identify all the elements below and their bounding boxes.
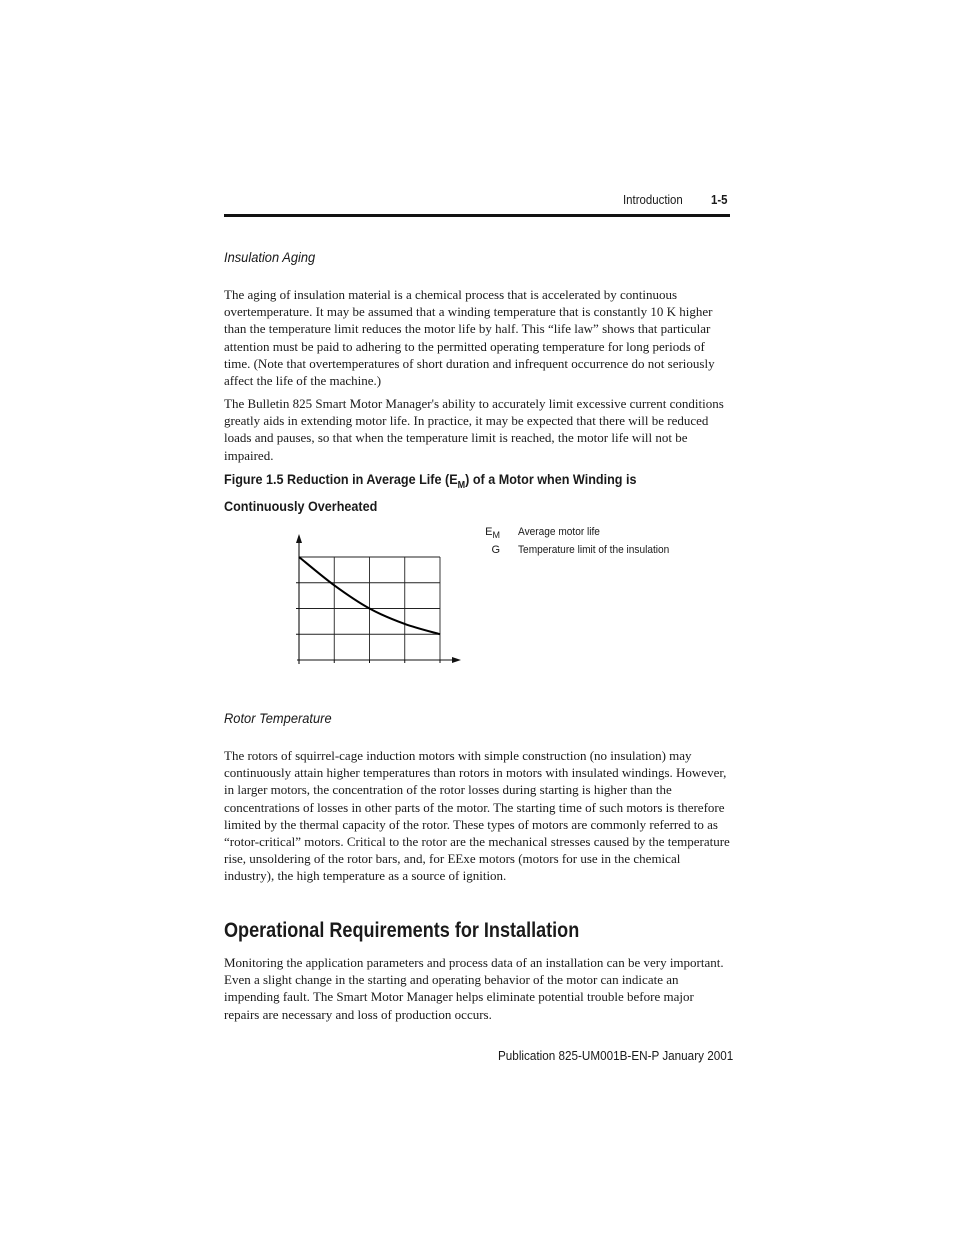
legend-text: Temperature limit of the insulation [518,544,670,556]
figure-caption-suffix: ) of a Motor when Winding is Continuously Overheated [224,471,637,514]
chart-axes [296,534,461,664]
publication-footer: Publication 825-UM001B-EN-P January 2001 [498,1048,734,1063]
legend-text: Average motor life [518,526,600,538]
operational-requirements-paragraph: Monitoring the application parameters and process data of an installation can be very important. Even a slight change in the starting and operating behavior of the motor can indicate an impending fault. The Smart Motor Manager helps eliminate potential trouble before major repairs are necessary and loss of production occurs. [224,955,724,1022]
x-axis-arrow [452,657,461,663]
legend-symbol: G [491,544,500,556]
rotor-temperature-heading: Rotor Temperature [224,710,332,726]
insulation-aging-paragraph-1: The aging of insulation material is a chemical process that is accelerated by continuous overtemperature. It may be assumed that a winding temperature that is constantly 10 K higher than the temperature limit reduces the motor life by half. This “life law” shows that particular attention must be paid to adhering to the permitted operating temperature for long periods of time. (Note that overtemperatures of short duration and infrequent occurrence do not seriously affect the life of the machine.) [224,287,715,389]
y-axis-arrow [296,534,302,543]
page-number: 1-5 [711,192,728,207]
legend-symbol: $E_M$ [485,526,500,541]
figure-caption-subscript: M [457,479,466,491]
insulation-aging-heading: Insulation Aging [224,249,316,265]
header-section-title: Introduction [623,192,683,207]
insulation-aging-paragraph-2: The Bulletin 825 Smart Motor Manager's ability to accurately limit excessive current conditions greatly aids in extending motor life. In practice, it may be expected that there will be reduced loads and pauses, so that when the temperature limit is reached, the motor life will not be impaired. [224,396,724,463]
header-rule [224,214,730,217]
figure-caption-prefix: Figure 1.5 Reduction in Average Life (E [224,471,458,487]
life-reduction-chart [282,530,467,670]
rotor-temperature-paragraph: The rotors of squirrel-cage induction motors with simple construction (no insulation) may continuously attain higher temperatures than rotors in motors with insulated windings. However, in larger motors, the concentration of the rotor losses during starting is higher than the concentrations of losses in other parts of the motor. The starting time of such motors is therefore limited by the thermal capacity of the rotor. These types of motors are commonly referred to as “rotor-critical” motors. Critical to the rotor are the mechanical stresses caused by the temperature rise, unsoldering of the rotor bars, and, for EExe motors (motors for use in the chemical industry), the high temperature as a source of ignition. [224,748,730,884]
operational-requirements-title: Operational Requirements for Installation [224,919,580,942]
figure-caption [224,469,679,516]
